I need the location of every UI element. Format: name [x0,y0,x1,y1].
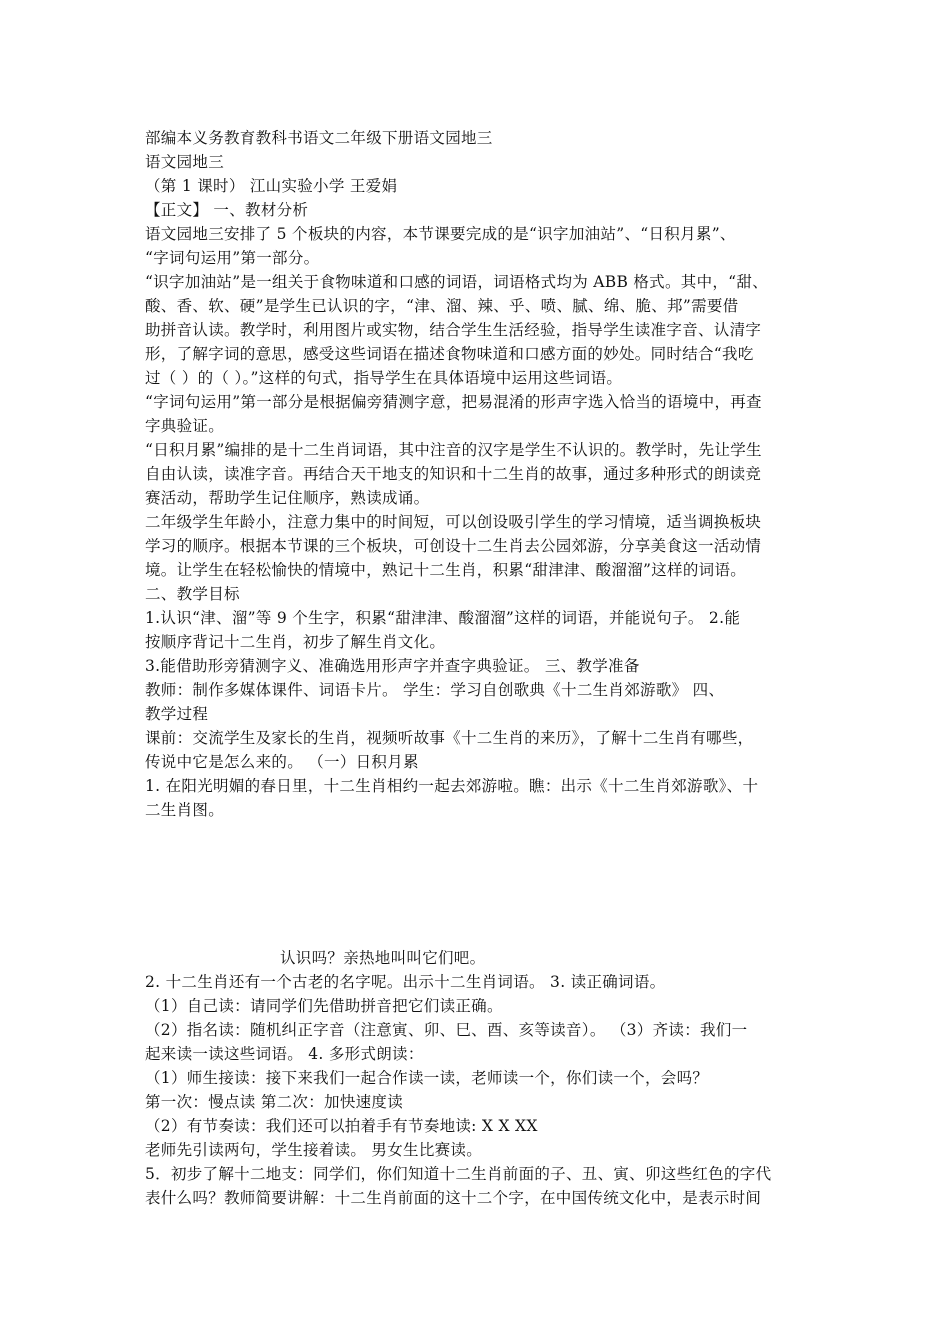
text-line: 语文园地三安排了 5 个板块的内容，本节课要完成的是“识字加油站”、“日积月累”、 [145,225,736,243]
text-line: 形，了解字词的意思，感受这些词语在描述食物味道和口感方面的妙处。同时结合“我吃 [145,345,754,363]
text-line: （2）有节奏读：我们还可以拍着手有节奏地读: X X XX [145,1117,538,1135]
text-line: 境。让学生在轻松愉快的情境中，熟记十二生肖，积累“甜津津、酸溜溜”这样的词语。 [145,561,747,579]
text-line: 1.认识“津、溜”等 9 个生字，积累“甜津津、酸溜溜”这样的词语，并能说句子。 2.能 [145,609,741,627]
text-line: 第一次：慢点读 第二次：加快速度读 [145,1093,404,1111]
text-line: （1）自己读：请同学们先借助拼音把它们读正确。 [145,997,503,1015]
text-line: 学习的顺序。根据本节课的三个板块，可创设十二生肖去公园郊游，分享美食这一活动情 [145,537,762,555]
text-line: （1）师生接读：接下来我们一起合作读一读，老师读一个，你们读一个，会吗？ [145,1069,709,1087]
text-line: “字词句运用”第一部分。 [145,249,320,267]
text-line: 酸、香、软、硬”是学生已认识的字，“津、溜、辣、乎、喷、腻、绵、脆、邦”需要借 [145,297,739,315]
text-line: 教师：制作多媒体课件、词语卡片。 学生：学习自创歌典《十二生肖郊游歌》 四、 [145,681,725,699]
doc-title: 部编本义务教育教科书语文二年级下册语文园地三 [145,129,493,147]
text-line: 过（ ）的（ ）。”这样的句式，指导学生在具体语境中运用这些词语。 [145,369,623,387]
text-line: 按顺序背记十二生肖，初步了解生肖文化。 [145,633,446,651]
text-line: 起来读一读这些词语。 4. 多形式朗读： [145,1045,424,1063]
lesson-info: （第 1 课时） 江山实验小学 王爱娟 [145,177,398,195]
text-line: （2）指名读：随机纠正字音（注意寅、卯、巳、酉、亥等读音）。 （3）齐读：我们一 [145,1021,748,1039]
text-line: “字词句运用”第一部分是根据偏旁猜测字意，把易混淆的形声字选入恰当的语境中，再查 [145,393,762,411]
text-line: 传说中它是怎么来的。 （一）日积月累 [145,753,419,771]
heading-analysis: 【正文】 一、教材分析 [145,201,309,219]
text-line: 5．初步了解十二地支：同学们，你们知道十二生肖前面的子、丑、寅、卯这些红色的字代 [145,1165,772,1183]
text-line: 老师先引读两句，学生接着读。 男女生比赛读。 [145,1141,483,1159]
text-line: 字典验证。 [145,417,225,435]
text-line: 自由认读，读准字音。再结合天干地支的知识和十二生肖的故事，通过多种形式的朗读竞 [145,465,762,483]
text-line: 二年级学生年龄小，注意力集中的时间短，可以创设吸引学生的学习情境，适当调换板块 [145,513,762,531]
text-line: 1. 在阳光明媚的春日里，十二生肖相约一起去郊游啦。瞧：出示《十二生肖郊游歌》、十 [145,777,759,795]
heading-goals: 二、教学目标 [145,585,240,603]
text-line: “日积月累”编排的是十二生肖词语，其中注音的汉字是学生不认识的。教学时，先让学生 [145,441,762,459]
text-line: 3.能借助形旁猜测字义、准确选用形声字并查字典验证。 三、教学准备 [145,657,640,675]
text-line: 助拼音认读。教学时，利用图片或实物，结合学生生活经验，指导学生读准字音、认清字 [145,321,762,339]
section-title: 语文园地三 [145,153,225,171]
text-line: 认识吗？亲热地叫叫它们吧。 [280,949,486,967]
text-line: 教学过程 [145,705,209,723]
text-line: 2. 十二生肖还有一个古老的名字呢。出示十二生肖词语。 3. 读正确词语。 [145,973,666,991]
text-line: 二生肖图。 [145,801,225,819]
text-line: 表什么吗？教师简要讲解：十二生肖前面的这十二个字，在中国传统文化中，是表示时间 [145,1189,762,1207]
text-line: “识字加油站”是一组关于食物味道和口感的词语，词语格式均为 ABB 格式。其中，“甜、 [145,273,769,291]
text-line: 赛活动，帮助学生记住顺序，熟读成诵。 [145,489,430,507]
text-line: 课前：交流学生及家长的生肖，视频听故事《十二生肖的来历》，了解十二生肖有哪些， [145,729,754,747]
